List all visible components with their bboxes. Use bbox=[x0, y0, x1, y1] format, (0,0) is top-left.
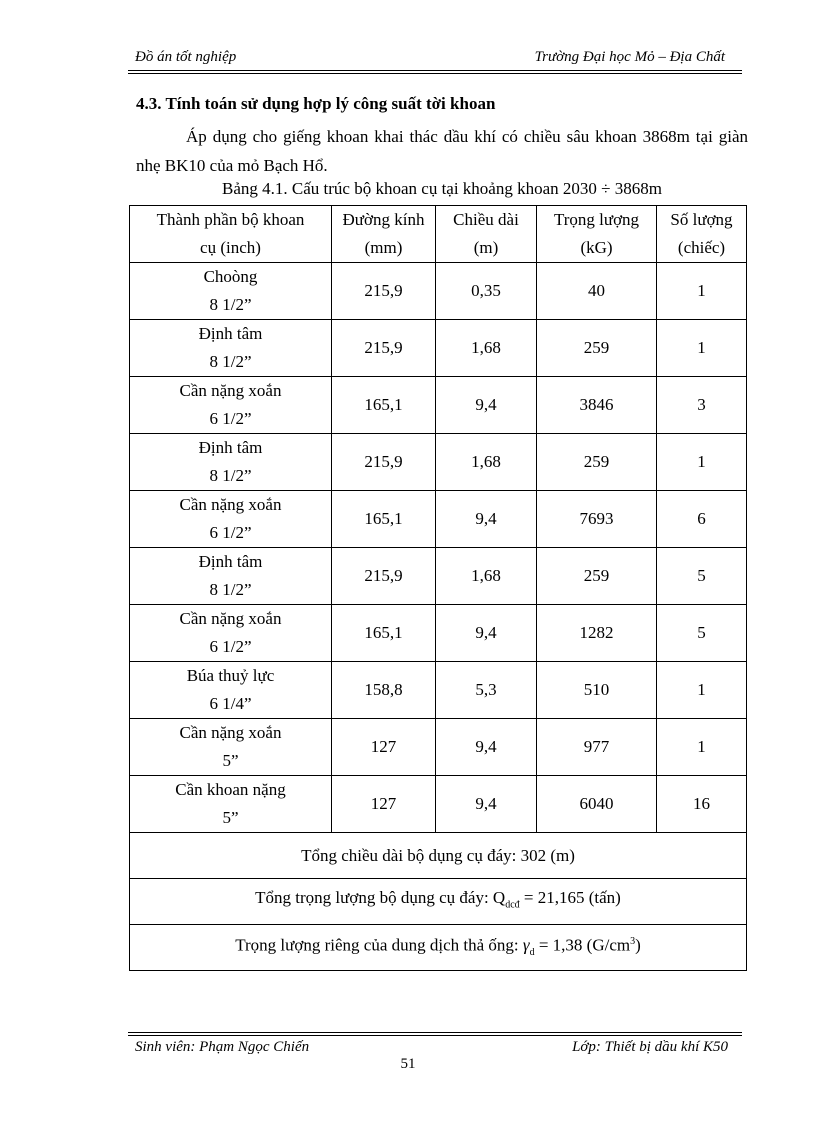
table-row bbox=[130, 491, 747, 548]
quantity-cell: 5 bbox=[657, 548, 747, 605]
diameter-cell: 215,9 bbox=[332, 320, 436, 377]
weight-cell: 259 bbox=[537, 548, 657, 605]
total-length-row bbox=[130, 833, 747, 879]
component-cell: Định tâm 8 1/2” bbox=[130, 548, 332, 605]
drill-string-table bbox=[129, 205, 747, 971]
footer-rule-double bbox=[128, 1035, 742, 1036]
length-cell: 9,4 bbox=[436, 377, 537, 434]
header-rule-double bbox=[128, 73, 742, 74]
quantity-cell: 1 bbox=[657, 719, 747, 776]
component-cell: Định tâm 8 1/2” bbox=[130, 434, 332, 491]
table-header-row bbox=[130, 206, 747, 263]
specific-weight-cell: Trọng lượng riêng của dung dịch thả ống: $\gamma_d = 1,38$ $(G/cm^3)$ bbox=[130, 925, 747, 971]
quantity-cell: 1 bbox=[657, 434, 747, 491]
component-cell: Cần nặng xoắn 5” bbox=[130, 719, 332, 776]
table-caption: Bảng 4.1. Cấu trúc bộ khoan cụ tại khoảng khoan 2030 ÷ 3868m bbox=[222, 179, 662, 198]
header-weight: Trọng lượng (kG) bbox=[537, 206, 657, 263]
weight-cell: 259 bbox=[537, 434, 657, 491]
length-cell: 9,4 bbox=[436, 776, 537, 833]
weight-cell: 1282 bbox=[537, 605, 657, 662]
header-rule bbox=[128, 70, 742, 71]
diameter-cell: 158,8 bbox=[332, 662, 436, 719]
table-row bbox=[130, 662, 747, 719]
length-cell: 1,68 bbox=[436, 434, 537, 491]
length-cell: 1,68 bbox=[436, 320, 537, 377]
quantity-cell: 1 bbox=[657, 263, 747, 320]
weight-cell: 6040 bbox=[537, 776, 657, 833]
component-cell: Cần nặng xoắn 6 1/2” bbox=[130, 377, 332, 434]
table-row bbox=[130, 719, 747, 776]
component-cell: Choòng 8 1/2” bbox=[130, 263, 332, 320]
table-row bbox=[130, 263, 747, 320]
page-number: 51 bbox=[400, 1056, 416, 1072]
weight-cell: 259 bbox=[537, 320, 657, 377]
header-component: Thành phần bộ khoan cụ (inch) bbox=[130, 206, 332, 263]
component-cell: Cần nặng xoắn 6 1/2” bbox=[130, 605, 332, 662]
diameter-cell: 215,9 bbox=[332, 434, 436, 491]
header-doc-type: Đồ án tốt nghiệp bbox=[135, 49, 237, 65]
component-cell: Búa thuỷ lực 6 1/4” bbox=[130, 662, 332, 719]
table-row bbox=[130, 548, 747, 605]
header-diameter: Đường kính (mm) bbox=[332, 206, 436, 263]
diameter-cell: 215,9 bbox=[332, 548, 436, 605]
header-length: Chiều dài (m) bbox=[436, 206, 537, 263]
length-cell: 0,35 bbox=[436, 263, 537, 320]
specific-weight-row bbox=[130, 925, 747, 971]
length-cell: 5,3 bbox=[436, 662, 537, 719]
component-cell: Cần nặng xoắn 6 1/2” bbox=[130, 491, 332, 548]
section-paragraph: Áp dụng cho giếng khoan khai thác dầu khí có chiều sâu khoan 3868m tại giàn nhẹ BK10 của mỏ Bạch Hổ. bbox=[136, 127, 748, 175]
length-cell: 9,4 bbox=[436, 605, 537, 662]
quantity-cell: 16 bbox=[657, 776, 747, 833]
quantity-cell: 1 bbox=[657, 662, 747, 719]
table-row bbox=[130, 605, 747, 662]
total-weight-row bbox=[130, 879, 747, 925]
header-quantity: Số lượng (chiếc) bbox=[657, 206, 747, 263]
length-cell: 9,4 bbox=[436, 719, 537, 776]
total-length-cell: Tổng chiều dài bộ dụng cụ đáy: 302 (m) bbox=[130, 833, 747, 879]
weight-cell: 7693 bbox=[537, 491, 657, 548]
table-row bbox=[130, 434, 747, 491]
footer-student: Sinh viên: Phạm Ngọc Chiến bbox=[135, 1039, 310, 1055]
quantity-cell: 5 bbox=[657, 605, 747, 662]
diameter-cell: 215,9 bbox=[332, 263, 436, 320]
table-row bbox=[130, 320, 747, 377]
diameter-cell: 165,1 bbox=[332, 377, 436, 434]
weight-cell: 510 bbox=[537, 662, 657, 719]
diameter-cell: 127 bbox=[332, 719, 436, 776]
table-row bbox=[130, 776, 747, 833]
section-title: 4.3. Tính toán sử dụng hợp lý công suất tời khoan bbox=[136, 94, 496, 113]
quantity-cell: 6 bbox=[657, 491, 747, 548]
diameter-cell: 127 bbox=[332, 776, 436, 833]
diameter-cell: 165,1 bbox=[332, 605, 436, 662]
diameter-cell: 165,1 bbox=[332, 491, 436, 548]
weight-cell: 977 bbox=[537, 719, 657, 776]
length-cell: 9,4 bbox=[436, 491, 537, 548]
component-cell: Cần khoan nặng 5” bbox=[130, 776, 332, 833]
component-cell: Định tâm 8 1/2” bbox=[130, 320, 332, 377]
quantity-cell: 1 bbox=[657, 320, 747, 377]
weight-cell: 40 bbox=[537, 263, 657, 320]
table-row bbox=[130, 377, 747, 434]
footer-class: Lớp: Thiết bị dầu khí K50 bbox=[572, 1039, 728, 1055]
total-weight-cell: Tổng trọng lượng bộ dụng cụ đáy: $Q_{dcđ} = 21,165$ (tấn) bbox=[130, 879, 747, 925]
header-university: Trường Đại học Mỏ – Địa Chất bbox=[534, 49, 725, 65]
weight-cell: 3846 bbox=[537, 377, 657, 434]
quantity-cell: 3 bbox=[657, 377, 747, 434]
footer-rule bbox=[128, 1032, 742, 1033]
length-cell: 1,68 bbox=[436, 548, 537, 605]
